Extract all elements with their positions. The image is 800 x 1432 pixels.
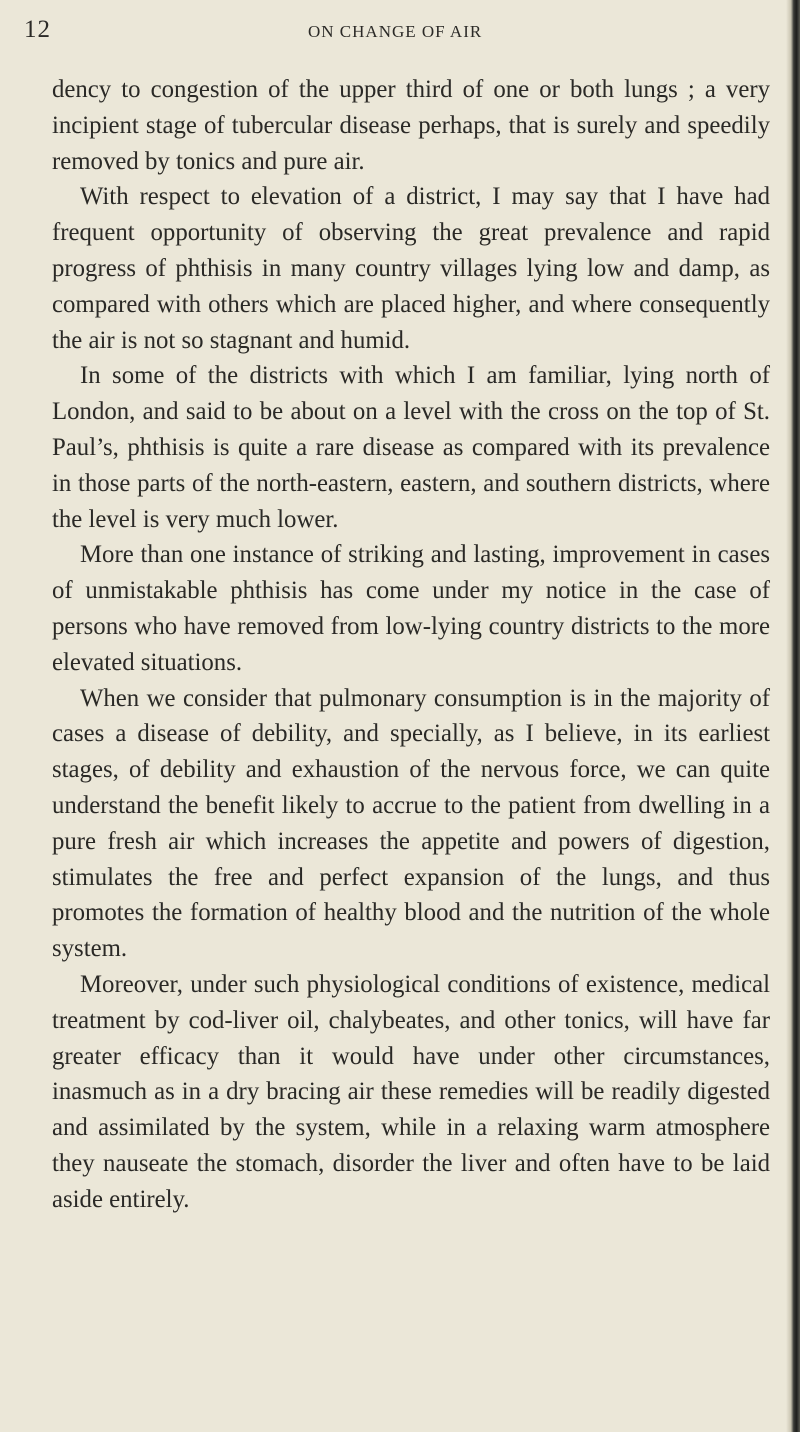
running-title: ON CHANGE OF AIR bbox=[308, 22, 483, 41]
page-number: 12 bbox=[24, 16, 51, 43]
body-text bbox=[52, 72, 770, 1218]
book-spine-edge bbox=[786, 0, 800, 1432]
paragraph-elevation: With respect to elevation of a district, I may say that I have had frequent opportunity of observing the great prevalence and rapid progress of phthisis in many country villages lying low and damp, as compared with others which are placed higher, and where consequently the air is not so stagnant and humid. bbox=[52, 183, 770, 354]
paragraph-debility: When we consider that pulmonary consumption is in the majority of cases a disease of debility, and specially, as I believe, in its earliest stages, of debility and exhaustion of the nervous force, we can quite understand the benefit likely to accrue to the patient from dwelling in a pure fresh air which increases the appetite and powers of digestion, stimulates the free and perfect expansion of the lungs, and thus promotes the formation of healthy blood and the nutrition of the whole system. bbox=[52, 684, 770, 963]
paragraph-improvement: More than one instance of striking and lasting, improvement in cases of unmistakable phthisis has come under my notice in the case of persons who have removed from low-lying country districts to the more elevated situations. bbox=[52, 541, 770, 676]
paragraph-continuation: dency to congestion of the upper third of one or both lungs ; a very incipient stage of tubercular disease perhaps, that is surely and speedily removed by tonics and pure air. bbox=[52, 76, 770, 175]
paragraph-treatment: Moreover, under such physiological conditions of existence, medical treatment by cod-liver oil, chalybeates, and other tonics, will have far greater efficacy than it would have under other circumstances, inasmuch as in a dry bracing air these remedies will be readily digested and assimilated by the system, while in a relaxing warm atmosphere they nauseate the stomach, disorder the liver and often have to be laid aside entirely. bbox=[52, 970, 770, 1213]
page-header bbox=[24, 16, 784, 56]
paragraph-london-districts: In some of the districts with which I am familiar, lying north of London, and said to be about on a level with the cross on the top of St. Paul’s, phthisis is quite a rare disease as compared with its prevalence in those parts of the north-eastern, eastern, and southern districts, where the level is very much lower. bbox=[52, 362, 770, 533]
